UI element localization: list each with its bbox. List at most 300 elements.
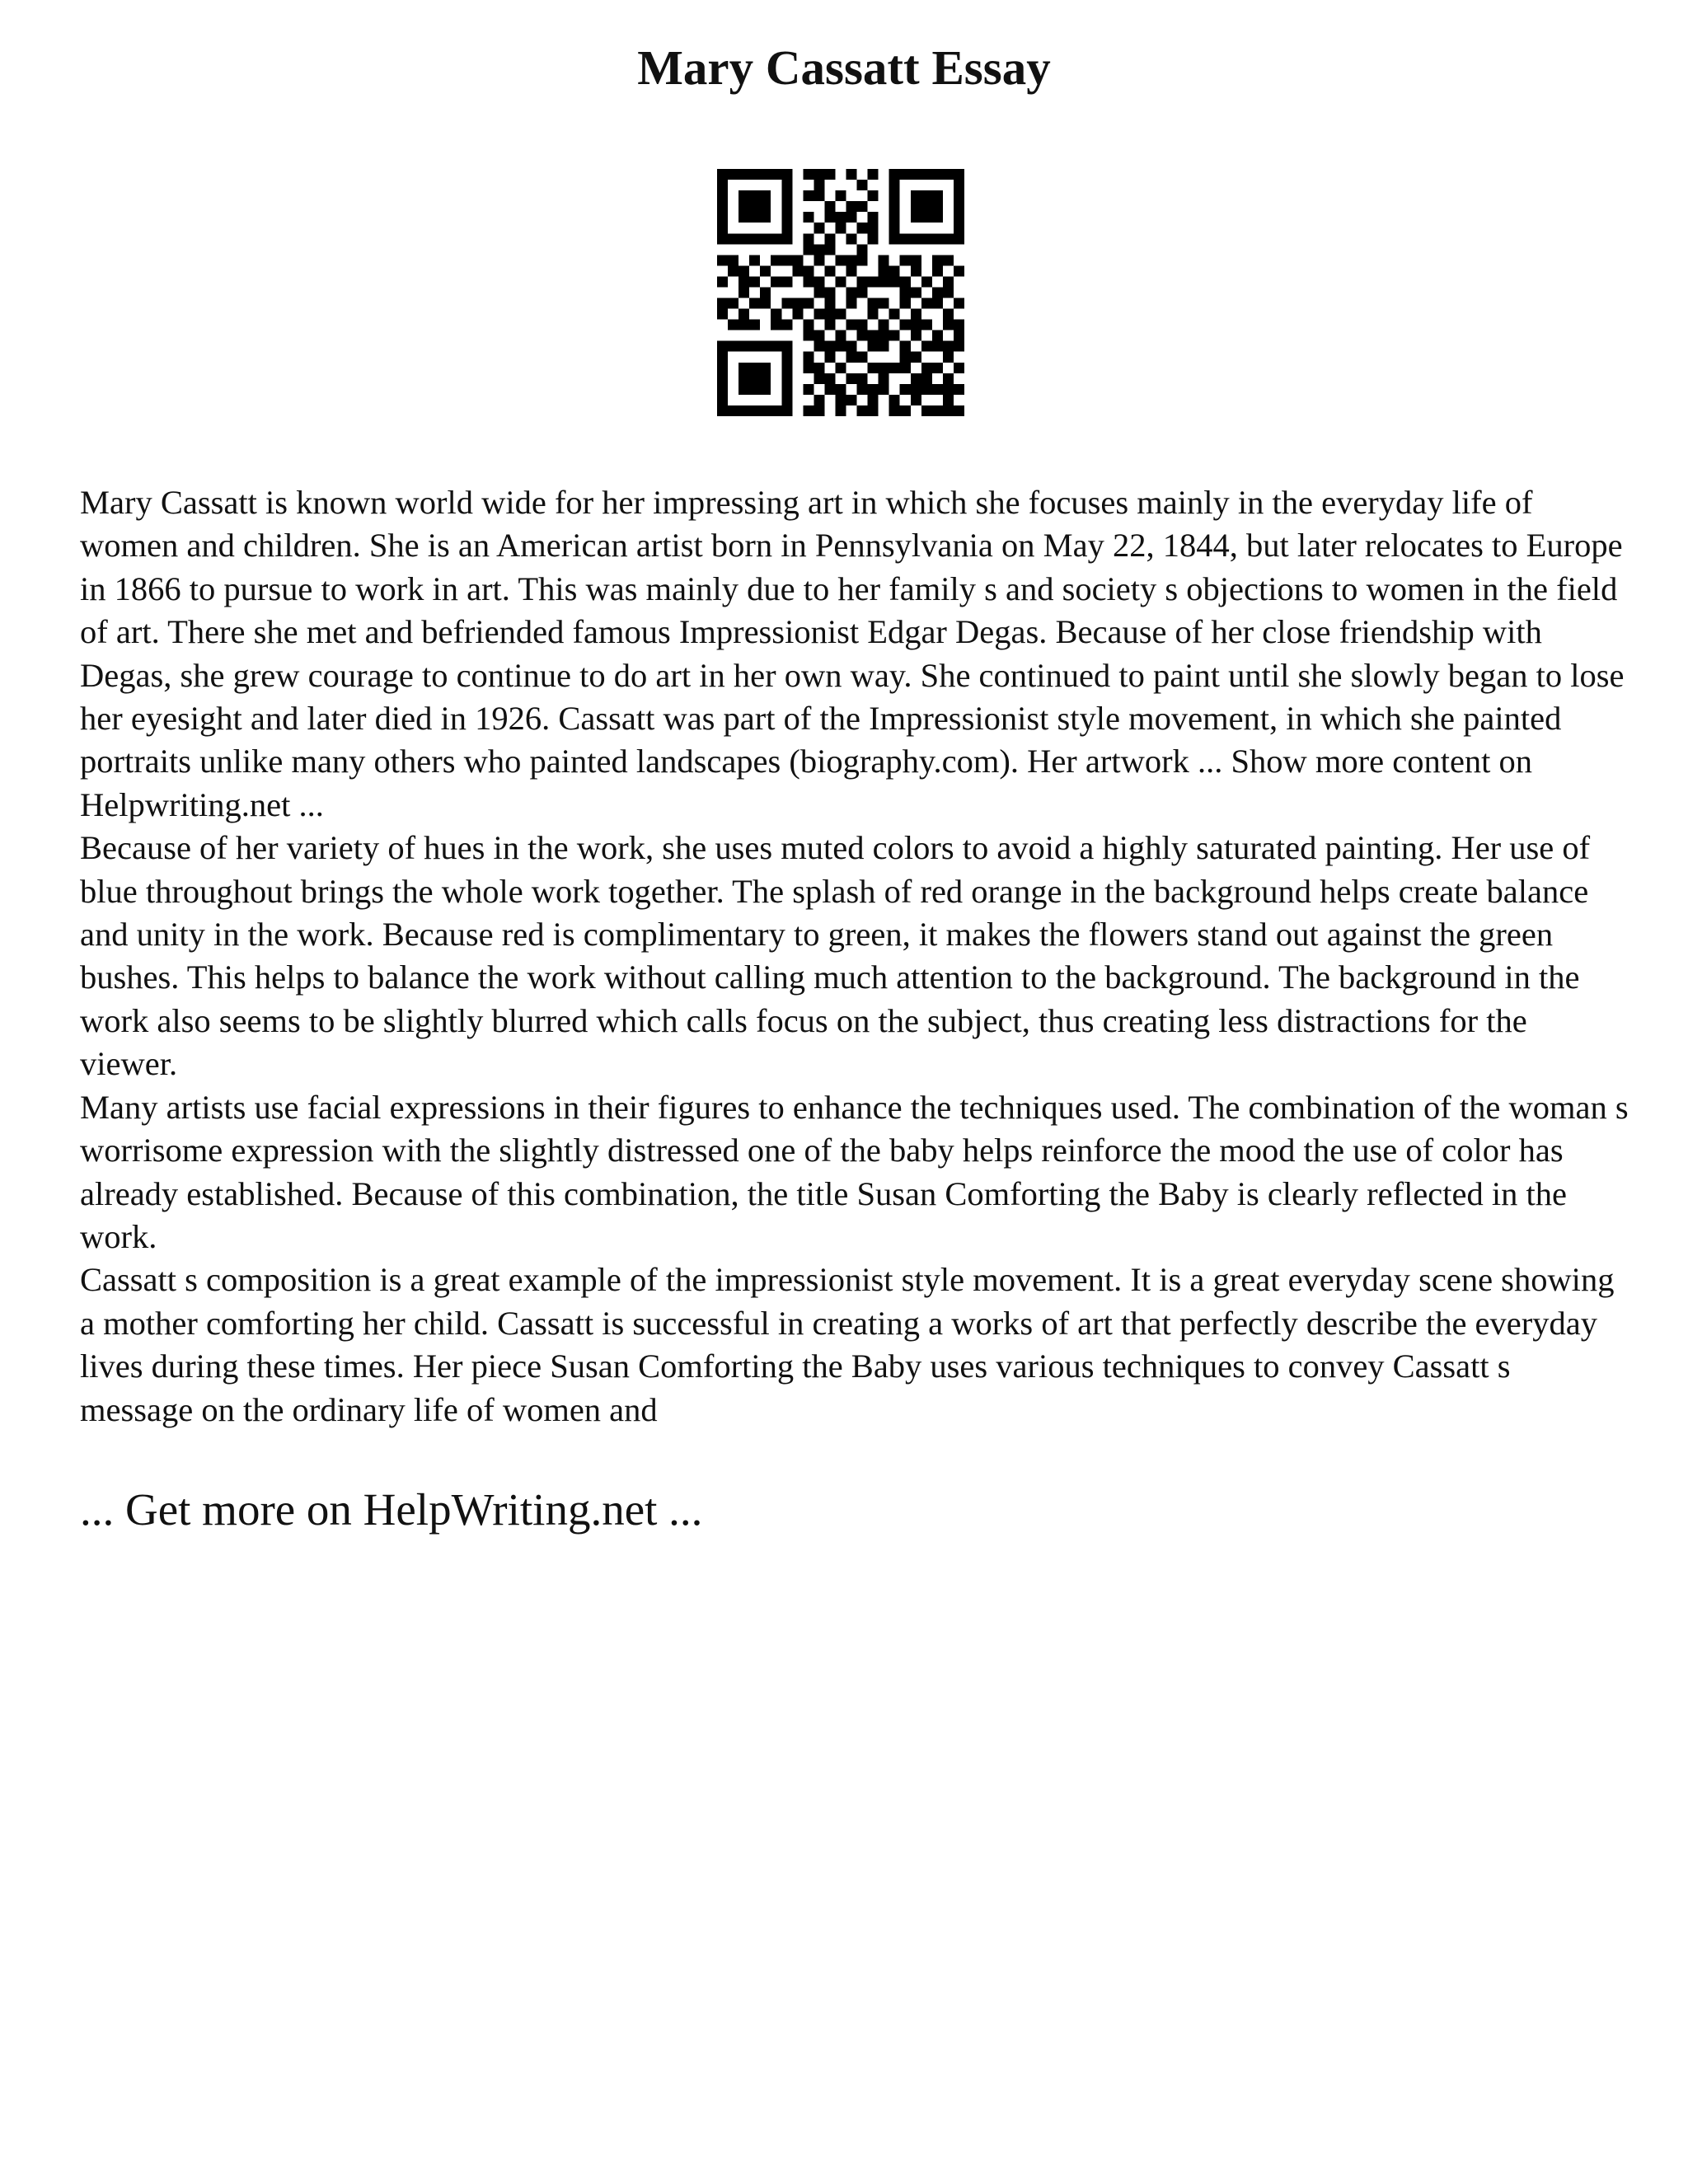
qr-module: [846, 352, 857, 363]
qr-module: [803, 265, 814, 276]
qr-module: [728, 298, 738, 309]
qr-module: [738, 373, 749, 384]
qr-module: [932, 405, 943, 416]
qr-module: [781, 180, 792, 190]
qr-module: [824, 341, 835, 352]
qr-module: [824, 352, 835, 363]
qr-module: [781, 384, 792, 395]
qr-module: [932, 298, 943, 309]
qr-module: [943, 276, 954, 287]
qr-module: [717, 180, 728, 190]
qr-module: [879, 373, 889, 384]
qr-module: [921, 320, 932, 330]
qr-module: [803, 363, 814, 373]
qr-module: [824, 373, 835, 384]
qr-module: [900, 341, 911, 352]
qr-module: [728, 320, 738, 330]
qr-module: [932, 287, 943, 298]
qr-module: [803, 330, 814, 341]
qr-module: [771, 309, 781, 320]
qr-module: [803, 233, 814, 244]
qr-module: [749, 320, 760, 330]
qr-module: [889, 190, 900, 201]
get-more-link[interactable]: ... Get more on HelpWriting.net ...: [80, 1484, 703, 1535]
qr-module: [868, 169, 879, 180]
qr-module: [889, 309, 900, 320]
qr-module: [835, 276, 846, 287]
qr-module: [857, 320, 868, 330]
qr-module: [760, 384, 771, 395]
qr-module: [717, 201, 728, 212]
qr-module: [738, 405, 749, 416]
qr-module: [932, 265, 943, 276]
qr-module: [717, 255, 728, 265]
qr-module: [814, 244, 824, 255]
qr-module: [771, 169, 781, 180]
qr-module: [749, 169, 760, 180]
qr-module: [781, 212, 792, 223]
qr-module: [889, 395, 900, 405]
qr-module: [749, 276, 760, 287]
qr-module: [781, 255, 792, 265]
qr-module: [900, 384, 911, 395]
paragraph-1: Mary Cassatt is known world wide for her impressing art in which she focuses mainly in the everyday life of women and children. She is an American artist born in Pennsylvania on May 22, 1844, but later relocates to Europe in 1866 to pursue to work in art. This was mainly due to her family s and society s objections to women in the field of art. There she met and befriended famous Impressionist Edgar Degas. Because of her close friendship with Degas, she grew courage to continue to do art in her own way. She continued to paint until she slowly began to lose her eyesight and later died in 1926. Cassatt was part of the Impressionist style movement, in which she painted portraits unlike many others who painted landscapes (biography.com). Her artwork ... Show more content on Helpwriting.net ...: [80, 484, 1625, 823]
qr-module: [846, 212, 857, 223]
qr-module: [879, 330, 889, 341]
qr-module: [824, 212, 835, 223]
qr-module: [943, 373, 954, 384]
qr-module: [879, 265, 889, 276]
qr-module: [868, 276, 879, 287]
qr-module: [900, 298, 911, 309]
qr-module: [835, 384, 846, 395]
qr-module: [911, 255, 921, 265]
qr-module: [717, 373, 728, 384]
qr-module: [824, 320, 835, 330]
qr-module: [868, 330, 879, 341]
qr-module: [868, 309, 879, 320]
qr-module: [954, 265, 964, 276]
qr-module: [738, 384, 749, 395]
qr-module: [911, 265, 921, 276]
qr-module: [728, 233, 738, 244]
qr-module: [900, 363, 911, 373]
qr-module: [738, 320, 749, 330]
qr-module: [749, 405, 760, 416]
qr-module: [954, 341, 964, 352]
qr-module: [921, 384, 932, 395]
qr-code-icon: [717, 169, 964, 416]
qr-module: [814, 363, 824, 373]
qr-module: [781, 298, 792, 309]
qr-module: [760, 190, 771, 201]
qr-module: [846, 265, 857, 276]
qr-module: [749, 363, 760, 373]
qr-module: [738, 233, 749, 244]
qr-module: [738, 169, 749, 180]
qr-module: [868, 405, 879, 416]
qr-module: [911, 287, 921, 298]
qr-module: [889, 201, 900, 212]
qr-module: [900, 233, 911, 244]
qr-module: [932, 363, 943, 373]
qr-module: [846, 233, 857, 244]
qr-module: [900, 255, 911, 265]
essay-body: [80, 481, 1629, 1432]
qr-module: [911, 212, 921, 223]
qr-module: [803, 384, 814, 395]
qr-module: [803, 190, 814, 201]
qr-module: [749, 384, 760, 395]
qr-module: [921, 298, 932, 309]
qr-module: [760, 212, 771, 223]
qr-module: [911, 309, 921, 320]
qr-module: [857, 405, 868, 416]
qr-module: [814, 169, 824, 180]
qr-module: [857, 373, 868, 384]
qr-module: [857, 352, 868, 363]
qr-module: [943, 352, 954, 363]
page-title: Mary Cassatt Essay: [637, 40, 1051, 95]
qr-module: [738, 363, 749, 373]
qr-module: [900, 352, 911, 363]
qr-module: [911, 384, 921, 395]
qr-module: [879, 255, 889, 265]
qr-module: [749, 201, 760, 212]
qr-module: [932, 233, 943, 244]
qr-module: [932, 384, 943, 395]
qr-module: [868, 190, 879, 201]
qr-module: [932, 255, 943, 265]
qr-module: [771, 405, 781, 416]
qr-module: [889, 330, 900, 341]
qr-module: [868, 298, 879, 309]
qr-module: [943, 384, 954, 395]
qr-module: [803, 169, 814, 180]
qr-module: [846, 169, 857, 180]
qr-module: [814, 373, 824, 384]
qr-module: [792, 298, 803, 309]
qr-module: [835, 309, 846, 320]
qr-module: [824, 309, 835, 320]
qr-module: [760, 373, 771, 384]
qr-module: [835, 190, 846, 201]
qr-module: [738, 276, 749, 287]
qr-module: [824, 265, 835, 276]
qr-module: [954, 298, 964, 309]
qr-module: [868, 212, 879, 223]
qr-module: [954, 223, 964, 233]
qr-module: [814, 276, 824, 287]
qr-module: [889, 223, 900, 233]
qr-module: [857, 330, 868, 341]
qr-module: [717, 363, 728, 373]
qr-module: [921, 233, 932, 244]
qr-module: [911, 169, 921, 180]
qr-module: [835, 330, 846, 341]
qr-module: [943, 341, 954, 352]
qr-module: [781, 373, 792, 384]
qr-module: [889, 169, 900, 180]
qr-module: [771, 233, 781, 244]
qr-module: [889, 212, 900, 223]
qr-module: [717, 169, 728, 180]
qr-module: [889, 233, 900, 244]
qr-module: [921, 276, 932, 287]
qr-module: [868, 395, 879, 405]
qr-module: [943, 395, 954, 405]
qr-module: [803, 212, 814, 223]
qr-module: [921, 341, 932, 352]
qr-module: [749, 233, 760, 244]
qr-module: [717, 276, 728, 287]
qr-module: [749, 255, 760, 265]
qr-module: [814, 190, 824, 201]
qr-module: [943, 255, 954, 265]
qr-module: [717, 223, 728, 233]
qr-module: [911, 190, 921, 201]
qr-module: [781, 169, 792, 180]
qr-module: [814, 180, 824, 190]
qr-module: [814, 223, 824, 233]
qr-module: [803, 276, 814, 287]
qr-module: [814, 341, 824, 352]
qr-module: [760, 201, 771, 212]
qr-module: [954, 384, 964, 395]
qr-module: [717, 309, 728, 320]
qr-module: [879, 341, 889, 352]
qr-module: [738, 287, 749, 298]
qr-module: [889, 180, 900, 190]
qr-module: [954, 169, 964, 180]
qr-module: [857, 384, 868, 395]
qr-module: [771, 341, 781, 352]
qr-module: [814, 405, 824, 416]
qr-module: [921, 363, 932, 373]
qr-module: [954, 201, 964, 212]
qr-module: [857, 244, 868, 255]
qr-module: [771, 255, 781, 265]
qr-module: [846, 201, 857, 212]
paragraph-2: Because of her variety of hues in the work, she uses muted colors to avoid a highly saturated painting. Her use of blue throughout brings the whole work together. The splash of red orange in the background helps create balance and unity in the work. Because red is complimentary to green, it makes the flowers stand out against the green bushes. This helps to balance the work without calling much attention to the background. The background in the work also seems to be slightly blurred which calls focus on the subject, thus creating less distractions for the viewer.: [80, 829, 1591, 1083]
qr-module: [824, 298, 835, 309]
qr-module: [954, 363, 964, 373]
qr-module: [792, 265, 803, 276]
qr-module: [889, 405, 900, 416]
qr-module: [921, 169, 932, 180]
qr-module: [824, 384, 835, 395]
qr-module: [932, 212, 943, 223]
qr-module: [911, 352, 921, 363]
qr-module: [814, 255, 824, 265]
qr-module: [857, 180, 868, 190]
qr-module: [954, 190, 964, 201]
qr-module: [846, 298, 857, 309]
qr-module: [781, 223, 792, 233]
qr-module: [921, 201, 932, 212]
qr-code-graphic: [717, 169, 964, 416]
qr-module: [835, 223, 846, 233]
qr-module: [911, 330, 921, 341]
qr-module: [781, 320, 792, 330]
qr-module: [749, 373, 760, 384]
qr-module: [932, 169, 943, 180]
qr-module: [771, 320, 781, 330]
qr-module: [846, 395, 857, 405]
qr-module: [889, 265, 900, 276]
qr-module: [835, 363, 846, 373]
qr-module: [824, 233, 835, 244]
qr-module: [954, 180, 964, 190]
qr-module: [717, 384, 728, 395]
qr-module: [803, 352, 814, 363]
qr-module: [781, 405, 792, 416]
qr-module: [738, 265, 749, 276]
qr-module: [857, 287, 868, 298]
qr-module: [749, 298, 760, 309]
qr-module: [868, 363, 879, 373]
qr-module: [879, 363, 889, 373]
qr-module: [824, 287, 835, 298]
qr-module: [932, 341, 943, 352]
qr-module: [932, 330, 943, 341]
qr-module: [857, 255, 868, 265]
qr-module: [824, 201, 835, 212]
qr-module: [803, 405, 814, 416]
qr-module: [749, 341, 760, 352]
qr-module: [846, 287, 857, 298]
qr-module: [760, 298, 771, 309]
qr-module: [846, 320, 857, 330]
qr-module: [781, 341, 792, 352]
qr-module: [824, 169, 835, 180]
qr-module: [889, 276, 900, 287]
qr-module: [803, 298, 814, 309]
qr-module: [760, 341, 771, 352]
qr-module: [781, 363, 792, 373]
qr-module: [900, 276, 911, 287]
qr-module: [911, 373, 921, 384]
qr-module: [781, 190, 792, 201]
qr-module: [954, 330, 964, 341]
qr-module: [879, 320, 889, 330]
qr-module: [760, 405, 771, 416]
qr-module: [738, 341, 749, 352]
qr-module: [846, 341, 857, 352]
paragraph-4: Cassatt s composition is a great example of the impressionist style movement. It is a great everyday scene showing a mother comforting her child. Cassatt is successful in creating a works of art that perfectly describe the everyday lives during these times. Her piece Susan Comforting the Baby uses various techniques to convey Cassatt s message on the ordinary life of women and: [80, 1261, 1615, 1428]
qr-module: [803, 244, 814, 255]
qr-module: [814, 287, 824, 298]
qr-module: [879, 276, 889, 287]
qr-module: [857, 223, 868, 233]
qr-module: [911, 395, 921, 405]
qr-module: [717, 341, 728, 352]
qr-module: [943, 287, 954, 298]
qr-module: [921, 373, 932, 384]
qr-module: [728, 341, 738, 352]
qr-module: [760, 287, 771, 298]
qr-module: [792, 255, 803, 265]
qr-module: [781, 276, 792, 287]
qr-module: [728, 255, 738, 265]
qr-module: [717, 352, 728, 363]
qr-module: [868, 384, 879, 395]
qr-module: [771, 276, 781, 287]
qr-module: [738, 201, 749, 212]
qr-module: [879, 384, 889, 395]
qr-module: [717, 298, 728, 309]
qr-module: [835, 212, 846, 223]
qr-module: [835, 395, 846, 405]
qr-module: [835, 255, 846, 265]
qr-module: [717, 212, 728, 223]
paragraph-3: Many artists use facial expressions in their figures to enhance the techniques used. The combination of the woman s worrisome expression with the slightly distressed one of the baby helps reinforce the mood the use of color has already established. Because of this combination, the title Susan Comforting the Baby is clearly reflected in the work.: [80, 1088, 1629, 1255]
qr-module: [717, 395, 728, 405]
qr-module: [846, 255, 857, 265]
qr-module: [900, 169, 911, 180]
qr-module: [921, 212, 932, 223]
qr-module: [857, 201, 868, 212]
qr-module: [900, 405, 911, 416]
qr-module: [943, 233, 954, 244]
qr-module: [781, 233, 792, 244]
qr-module: [814, 309, 824, 320]
qr-module: [911, 201, 921, 212]
qr-module: [835, 341, 846, 352]
qr-module: [803, 320, 814, 330]
qr-module: [943, 169, 954, 180]
qr-module: [760, 363, 771, 373]
qr-module: [868, 223, 879, 233]
qr-module: [900, 287, 911, 298]
qr-module: [749, 212, 760, 223]
qr-module: [717, 190, 728, 201]
qr-module: [889, 363, 900, 373]
qr-module: [932, 201, 943, 212]
qr-module: [900, 320, 911, 330]
qr-module: [728, 169, 738, 180]
qr-module: [760, 233, 771, 244]
qr-module: [954, 233, 964, 244]
qr-module: [835, 405, 846, 416]
qr-module: [868, 341, 879, 352]
qr-module: [943, 320, 954, 330]
qr-module: [932, 190, 943, 201]
qr-module: [781, 395, 792, 405]
qr-module: [792, 309, 803, 320]
qr-module: [921, 405, 932, 416]
qr-module: [943, 309, 954, 320]
qr-module: [868, 233, 879, 244]
qr-module: [717, 233, 728, 244]
qr-module: [781, 201, 792, 212]
qr-module: [954, 212, 964, 223]
qr-module: [943, 405, 954, 416]
qr-module: [717, 405, 728, 416]
qr-module: [911, 320, 921, 330]
qr-module: [824, 244, 835, 255]
qr-module: [738, 190, 749, 201]
qr-module: [814, 395, 824, 405]
qr-module: [954, 320, 964, 330]
qr-module: [760, 169, 771, 180]
qr-module: [738, 212, 749, 223]
qr-module: [921, 190, 932, 201]
qr-module: [781, 352, 792, 363]
qr-module: [954, 405, 964, 416]
qr-module: [728, 405, 738, 416]
qr-module: [879, 298, 889, 309]
